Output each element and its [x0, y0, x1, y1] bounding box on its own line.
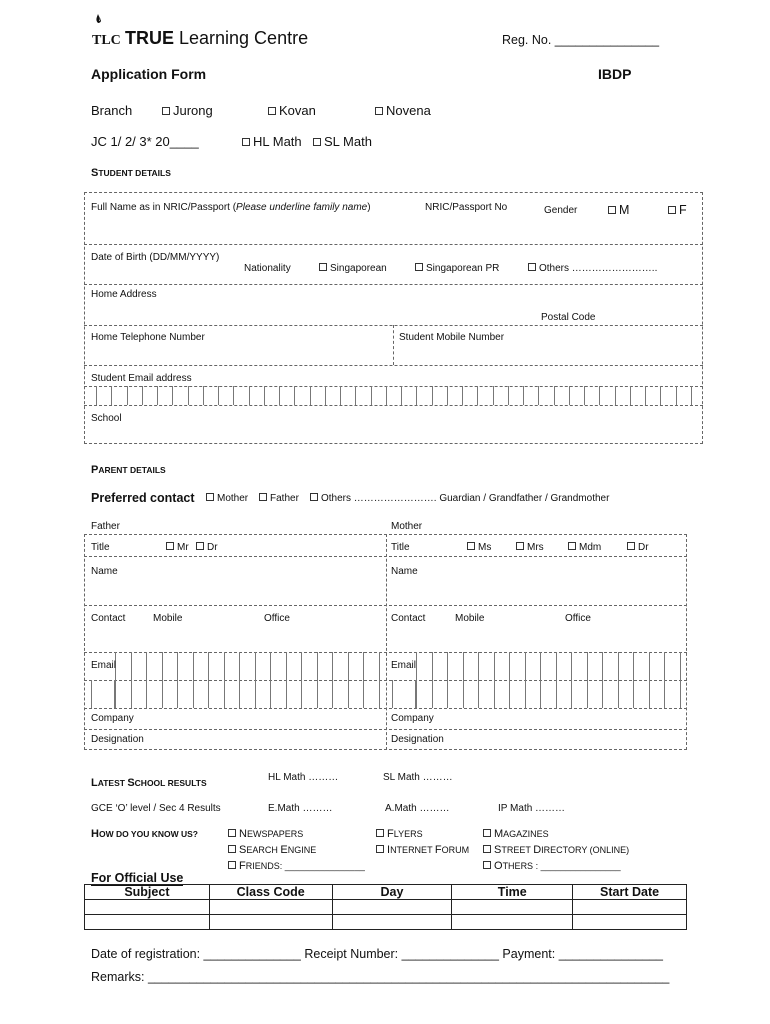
- checkbox[interactable]: [313, 138, 321, 146]
- mother-office-label: Office: [565, 613, 591, 624]
- branch-novena[interactable]: Novena: [375, 103, 431, 118]
- checkbox[interactable]: [483, 861, 491, 869]
- father-title-mr[interactable]: Mr: [166, 542, 189, 553]
- checkbox[interactable]: [228, 829, 236, 837]
- col-day: Day: [332, 885, 452, 900]
- mother-email-label: Email: [391, 660, 417, 671]
- gender-f[interactable]: F: [668, 203, 687, 217]
- table-row: [85, 915, 687, 930]
- mother-title-mrs[interactable]: Mrs: [516, 542, 544, 553]
- student-email-label: Student Email address: [91, 373, 192, 384]
- mother-company-label: Company: [391, 713, 434, 724]
- gender-m[interactable]: M: [608, 203, 629, 217]
- checkbox[interactable]: [483, 845, 491, 853]
- hl-math-result: HL Math ………: [268, 772, 339, 783]
- father-title-label: Title: [91, 542, 110, 553]
- know-newspapers[interactable]: NEWSPAPERS: [228, 824, 303, 842]
- checkbox[interactable]: [627, 542, 635, 550]
- know-flyers[interactable]: FLYERS: [376, 824, 423, 842]
- father-mobile-label: Mobile: [153, 613, 183, 624]
- brand-rest: Learning Centre: [174, 28, 309, 48]
- father-office-label: Office: [264, 613, 290, 624]
- jc-sl-math[interactable]: SL Math: [313, 134, 372, 149]
- know-magazines[interactable]: MAGAZINES: [483, 824, 549, 842]
- checkbox[interactable]: [528, 263, 536, 271]
- father-company-label: Company: [91, 713, 134, 724]
- mother-contact-label: Contact: [391, 613, 426, 624]
- table-header-row: [85, 885, 687, 900]
- mother-label: Mother: [391, 521, 423, 532]
- mother-title-mdm[interactable]: Mdm: [568, 542, 601, 553]
- checkbox[interactable]: [467, 542, 475, 550]
- checkbox[interactable]: [568, 542, 576, 550]
- checkbox[interactable]: [319, 263, 327, 271]
- emath-result: E.Math ………: [268, 803, 333, 814]
- checkbox[interactable]: [206, 493, 214, 501]
- nationality-pr[interactable]: Singaporean PR: [415, 263, 499, 274]
- sl-math-result: SL Math ………: [383, 772, 453, 783]
- checkbox[interactable]: [516, 542, 524, 550]
- gender-label: Gender: [544, 205, 578, 216]
- official-use-heading: For Official Use: [91, 871, 184, 885]
- col-class-code: Class Code: [209, 885, 332, 900]
- results-heading: LATEST SCHOOL RESULTS: [91, 777, 207, 789]
- col-subject: Subject: [85, 885, 210, 900]
- mother-designation-label: Designation: [391, 734, 444, 745]
- brand-name: [125, 28, 308, 49]
- checkbox[interactable]: [483, 829, 491, 837]
- father-title-dr[interactable]: Dr: [196, 542, 218, 553]
- know-search-engine[interactable]: SEARCH ENGINE: [228, 840, 316, 858]
- home-address-label: Home Address: [91, 289, 157, 300]
- know-heading: HOW DO YOU KNOW US?: [91, 828, 198, 840]
- preferred-contact-label: Preferred contact: [91, 491, 195, 505]
- checkbox[interactable]: [608, 206, 616, 214]
- gce-label: GCE ‘O’ level / Sec 4 Results: [91, 803, 221, 814]
- checkbox[interactable]: [259, 493, 267, 501]
- father-label: Father: [91, 521, 120, 532]
- checkbox[interactable]: [375, 107, 383, 115]
- checkbox[interactable]: [242, 138, 250, 146]
- date-of-registration: Date of registration: ______________ Receipt Number: ______________ Payment: _______________: [91, 947, 663, 961]
- dob-label: Date of Birth (DD/MM/YYYY): [91, 252, 220, 263]
- parent-heading: PARENT DETAILS: [91, 464, 166, 476]
- nric-label: NRIC/Passport No: [425, 202, 508, 213]
- know-others[interactable]: OTHERS : ________________: [483, 856, 621, 874]
- father-contact-label: Contact: [91, 613, 126, 624]
- mother-mobile-label: Mobile: [455, 613, 485, 624]
- student-box: [84, 192, 703, 444]
- checkbox[interactable]: [228, 861, 236, 869]
- checkbox[interactable]: [376, 829, 384, 837]
- branch-kovan[interactable]: Kovan: [268, 103, 316, 118]
- brand-bold: TRUE: [125, 28, 174, 48]
- checkbox[interactable]: [162, 107, 170, 115]
- official-use-table: [84, 884, 687, 930]
- nationality-label: Nationality: [244, 263, 291, 274]
- student-heading: STUDENT DETAILS: [91, 167, 171, 179]
- branch-label: Branch: [91, 103, 133, 118]
- home-tel-label: Home Telephone Number: [91, 332, 205, 343]
- father-name-label: Name: [91, 566, 118, 577]
- form-title: Application Form: [91, 66, 207, 82]
- postal-code-label: Postal Code: [541, 312, 596, 323]
- branch-jurong[interactable]: Jurong: [162, 103, 213, 118]
- col-time: Time: [452, 885, 573, 900]
- know-internet-forum[interactable]: INTERNET FORUM: [376, 840, 469, 858]
- pref-mother[interactable]: Mother: [206, 493, 248, 504]
- jc-hl-math[interactable]: HL Math: [242, 134, 302, 149]
- checkbox[interactable]: [196, 542, 204, 550]
- checkbox[interactable]: [268, 107, 276, 115]
- know-friends[interactable]: FRIENDS: ________________: [228, 856, 365, 874]
- full-name-label: Full Name as in NRIC/Passport (Please underline family name): [91, 202, 371, 213]
- nationality-others[interactable]: Others ……………………..: [528, 263, 657, 274]
- pref-father[interactable]: Father: [259, 493, 299, 504]
- table-row: [85, 900, 687, 915]
- pref-others[interactable]: Others ……………………. Guardian / Grandfather / Grandmother: [310, 493, 609, 504]
- ipmath-result: IP Math ………: [498, 803, 566, 814]
- father-designation-label: Designation: [91, 734, 144, 745]
- nationality-singaporean[interactable]: Singaporean: [319, 263, 387, 274]
- father-email-label: Email: [91, 660, 117, 671]
- mother-title-ms[interactable]: Ms: [467, 542, 491, 553]
- flame-icon: [92, 12, 124, 46]
- mother-name-label: Name: [391, 566, 418, 577]
- logo: [92, 12, 124, 46]
- checkbox[interactable]: [668, 206, 676, 214]
- school-label: School: [91, 413, 122, 424]
- mother-title-dr[interactable]: Dr: [627, 542, 649, 553]
- know-street-directory[interactable]: STREET DIRECTORY (ONLINE): [483, 840, 629, 858]
- checkbox[interactable]: [415, 263, 423, 271]
- student-mobile-label: Student Mobile Number: [399, 332, 505, 343]
- program-label: IBDP: [598, 66, 632, 82]
- reg-no: Reg. No. _______________: [502, 33, 660, 47]
- jc-label: JC 1/ 2/ 3* 20____: [91, 134, 199, 149]
- svg-text:TLC: TLC: [92, 33, 121, 46]
- checkbox[interactable]: [310, 493, 318, 501]
- remarks: Remarks: ___________________________________________________________________________: [91, 970, 670, 984]
- checkbox[interactable]: [166, 542, 174, 550]
- col-start-date: Start Date: [573, 885, 687, 900]
- mother-title-label: Title: [391, 542, 410, 553]
- checkbox[interactable]: [376, 845, 384, 853]
- checkbox[interactable]: [228, 845, 236, 853]
- amath-result: A.Math ………: [385, 803, 450, 814]
